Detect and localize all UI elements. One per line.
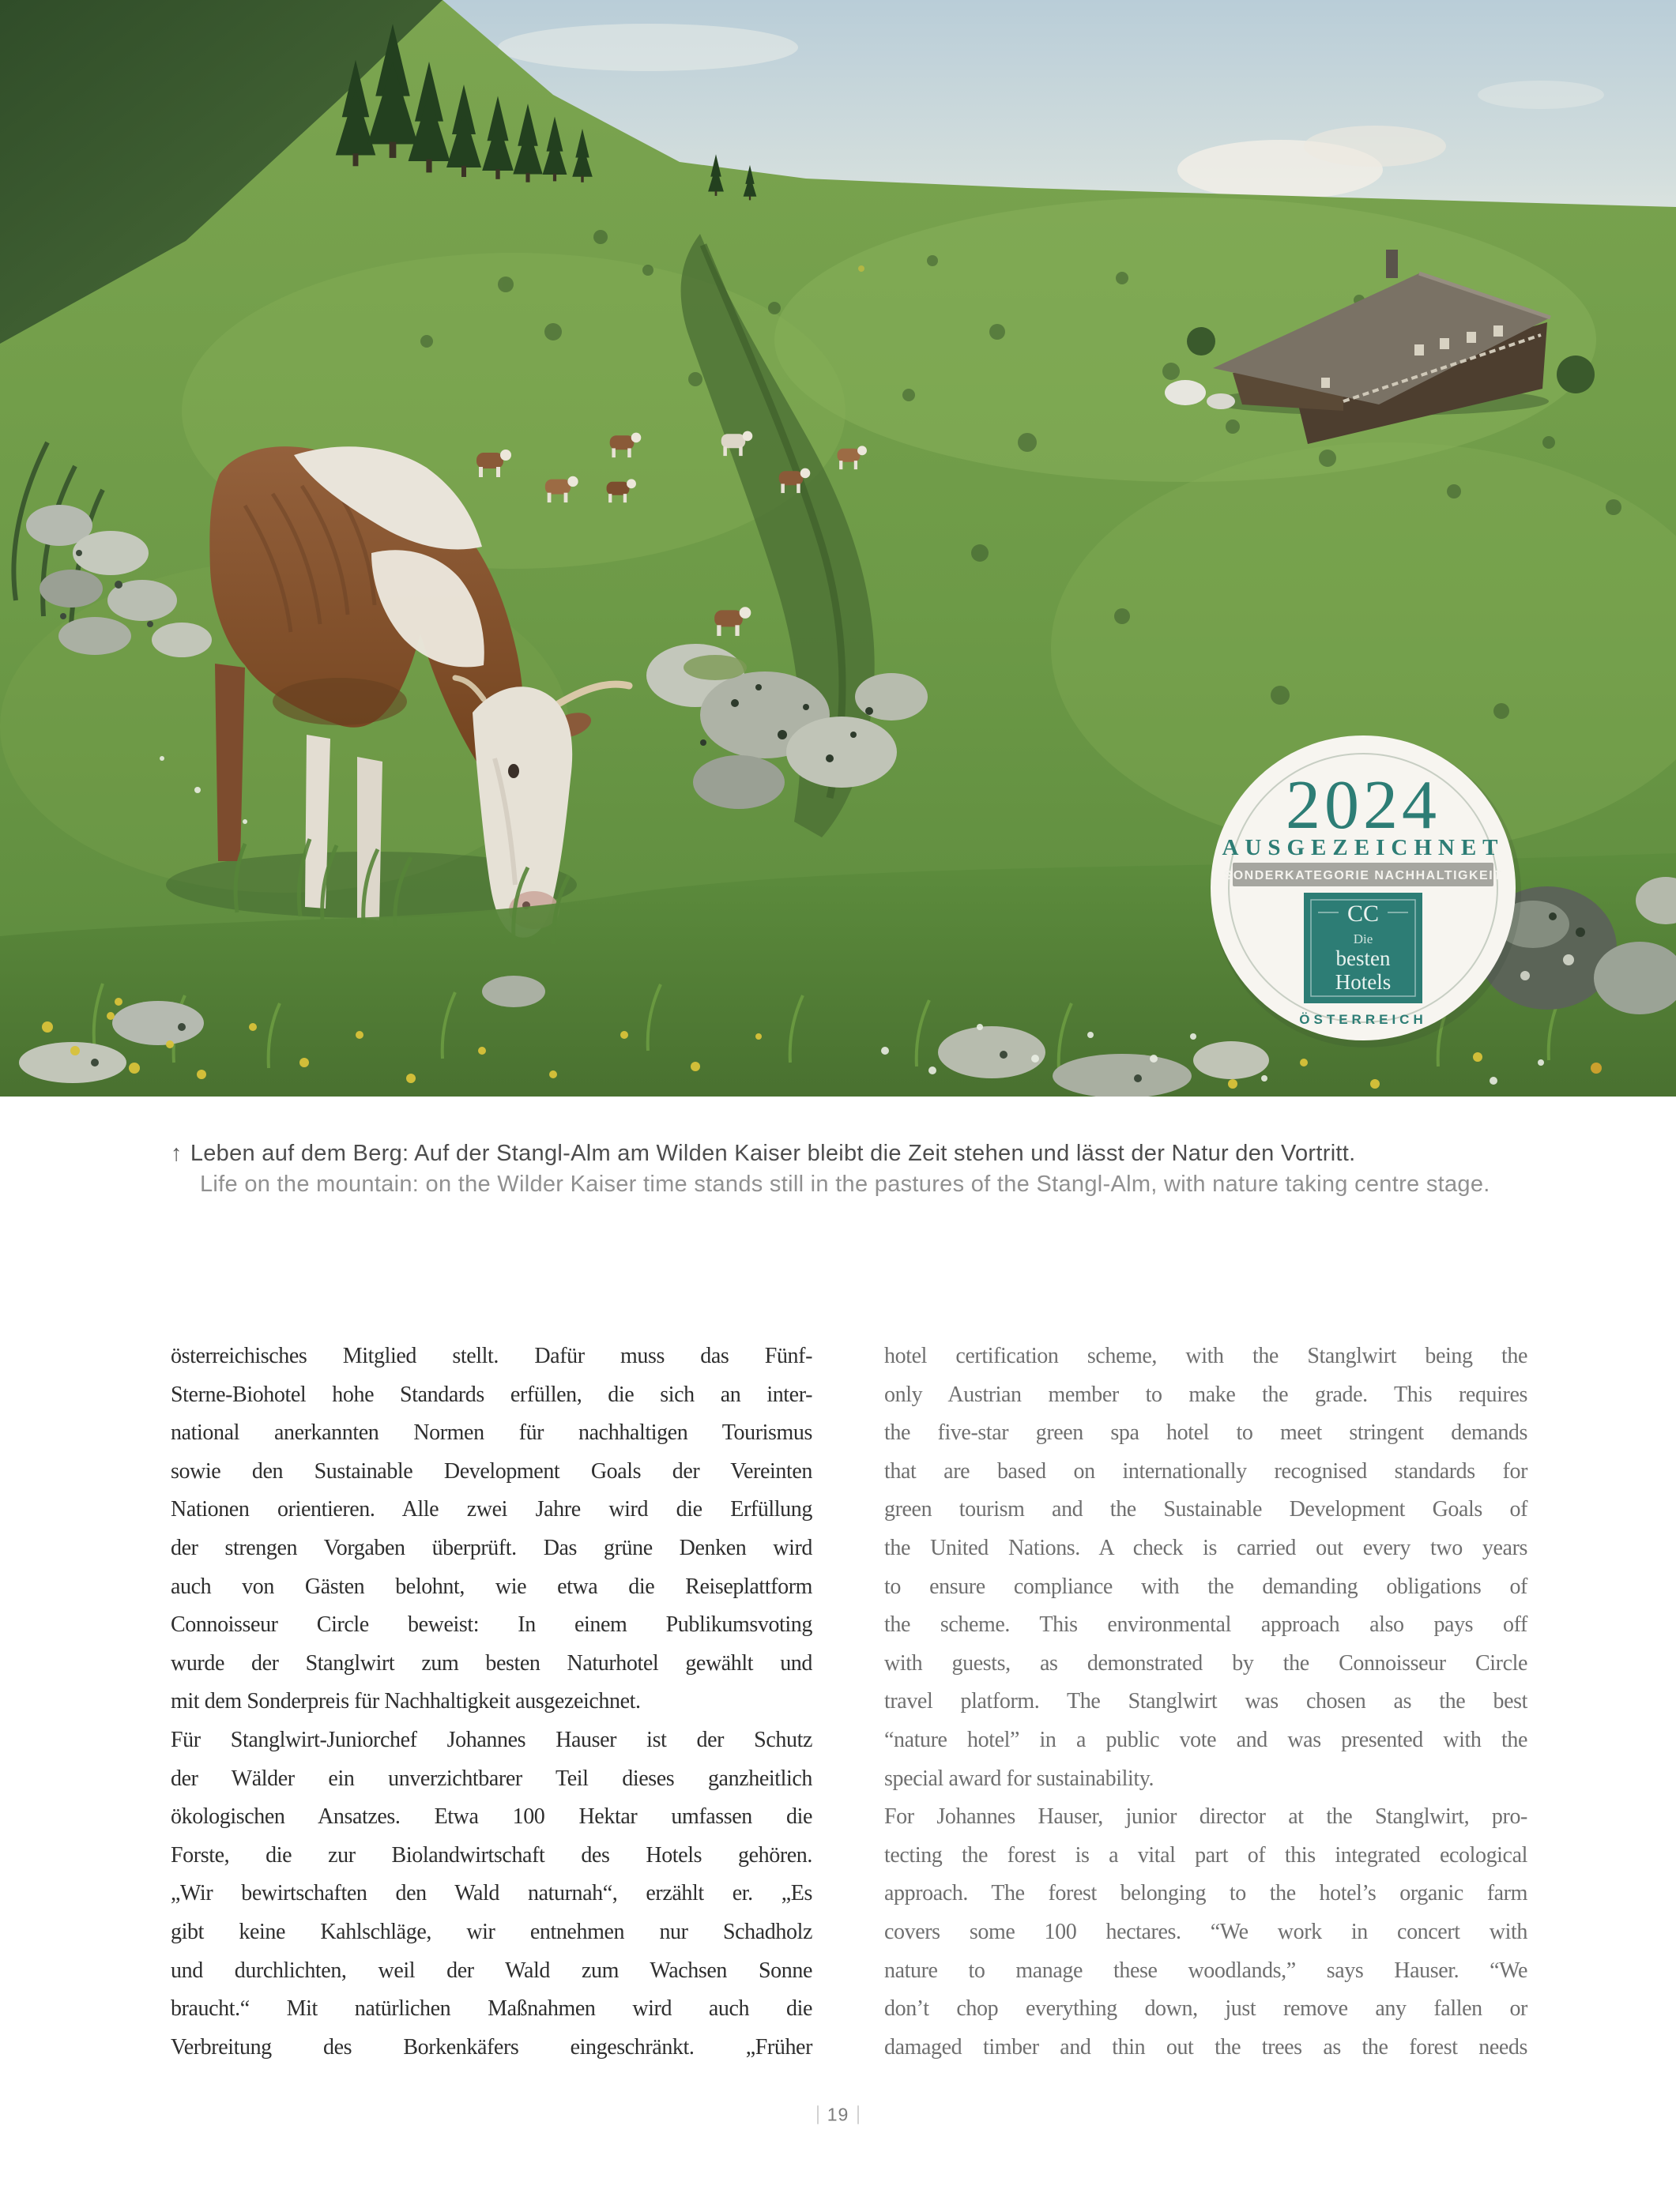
text-line: sowie den Sustainable Development Goals der Vereinten: [171, 1458, 812, 1484]
text-line: Nationen orientieren. Alle zwei Jahre wird die Erfüllung: [171, 1497, 812, 1522]
text-line: tecting the forest is a vital part of this integrated ecological: [884, 1842, 1527, 1868]
body-column-english: [884, 1337, 1527, 2067]
cloud: [1478, 81, 1604, 109]
text-line: nature to manage these woodlands,” says Hauser. “We: [884, 1958, 1527, 1983]
text-line: with guests, as demonstrated by the Connoisseur Circle: [884, 1650, 1527, 1676]
text-line: damaged timber and thin out the trees as the forest needs: [884, 2034, 1527, 2060]
text-line: Forste, die zur Biolandwirtschaft des Hotels gehören.: [171, 1842, 812, 1868]
divider: [857, 2105, 859, 2124]
text-line: Für Stanglwirt-Juniorchef Johannes Hauser ist der Schutz: [171, 1727, 812, 1752]
caption-german-text: Leben auf dem Berg: Auf der Stangl-Alm am Wilden Kaiser bleibt die Zeit stehen und lässt der Natur den Vortritt.: [190, 1141, 1356, 1166]
badge-country: ÖSTERREICH: [1299, 1012, 1427, 1027]
text-line: the five-star green spa hotel to meet stringent demands: [884, 1420, 1527, 1446]
text-line: For Johannes Hauser, junior director at the Stanglwirt, pro-: [884, 1804, 1527, 1830]
text-line: wurde der Stanglwirt zum besten Naturhotel gewählt und: [171, 1650, 812, 1676]
text-line: the United Nations. A check is carried out every two years: [884, 1535, 1527, 1560]
divider: [817, 2105, 819, 2124]
text-line: österreichisches Mitglied stellt. Dafür muss das Fünf-: [171, 1344, 812, 1368]
text-line: „Wir bewirtschaften den Wald naturnah“, erzählt er. „Es: [171, 1881, 812, 1906]
body-column-german: [171, 1337, 812, 2067]
text-line: don’t chop everything down, just remove any fallen or: [884, 1996, 1527, 2022]
text-line: “nature hotel” in a public vote and was presented with the: [884, 1727, 1527, 1752]
text-line: ökologischen Ansatzes. Etwa 100 Hektar umfassen die: [171, 1804, 812, 1830]
text-line: to ensure compliance with the demanding obligations of: [884, 1574, 1527, 1599]
cloud: [498, 24, 798, 71]
text-line: der Wälder ein unverzichtbarer Teil dieses ganzheitlich: [171, 1766, 812, 1791]
text-line: Verbreitung des Borkenkäfers eingeschränkt. „Früher: [171, 2034, 812, 2060]
text-line: der strengen Vorgaben überprüft. Das grüne Denken wird: [171, 1535, 812, 1560]
page-footer: [0, 2103, 1676, 2125]
badge-logo-line2: besten: [1335, 946, 1391, 970]
badge-year: 2024: [1286, 767, 1441, 844]
cloud: [1304, 126, 1446, 167]
badge-logo-mark: CC: [1346, 901, 1380, 927]
badge-logo-line1: Die: [1353, 931, 1373, 946]
text-line: Sterne-Biohotel hohe Standards erfüllen, die sich an inter-: [171, 1382, 812, 1407]
text-line: braucht.“ Mit natürlichen Maßnahmen wird auch die: [171, 1996, 812, 2022]
text-line: only Austrian member to make the grade. This requires: [884, 1382, 1527, 1407]
text-line: gibt keine Kahlschläge, wir entnehmen nur Schadholz: [171, 1919, 812, 1944]
up-arrow-icon: ↑: [171, 1141, 183, 1166]
text-line: hotel certification scheme, with the Stanglwirt being the: [884, 1344, 1527, 1368]
photo-caption: [171, 1139, 1577, 1199]
text-line: travel platform. The Stanglwirt was chosen as the best: [884, 1689, 1527, 1714]
text-line: auch von Gästen belohnt, wie etwa die Reiseplattform: [171, 1574, 812, 1599]
text-line: national anerkannten Normen für nachhaltigen Tourismus: [171, 1420, 812, 1446]
text-line: special award for sustainability.: [884, 1766, 1154, 1791]
text-line: covers some 100 hectares. “We work in concert with: [884, 1919, 1527, 1944]
text-line: approach. The forest belonging to the hotel’s organic farm: [884, 1881, 1527, 1906]
badge-award: AUSGEZEICHNET: [1222, 835, 1505, 860]
caption-english: Life on the mountain: on the Wilder Kaiser time stands still in the pastures of the Stangl-Alm, with nature taking centre stage.: [200, 1172, 1490, 1197]
text-line: mit dem Sonderpreis für Nachhaltigkeit ausgezeichnet.: [171, 1689, 641, 1714]
text-line: that are based on internationally recognised standards for: [884, 1458, 1527, 1484]
text-line: und durchlichten, weil der Wald zum Wachsen Sonne: [171, 1958, 812, 1983]
badge-ribbon: SONDERKATEGORIE NACHHALTIGKEIT: [1223, 869, 1503, 882]
caption-german: [171, 1139, 1577, 1168]
text-line: Connoisseur Circle beweist: In einem Publikumsvoting: [171, 1612, 812, 1638]
text-line: the scheme. This environmental approach also pays off: [884, 1612, 1527, 1638]
page-number: 19: [827, 2104, 849, 2125]
hero-photo: [0, 0, 1676, 1097]
alpine-pasture-illustration: [0, 0, 1676, 1097]
text-line: green tourism and the Sustainable Development Goals of: [884, 1497, 1527, 1522]
badge-logo-line3: Hotels: [1335, 970, 1392, 994]
award-badge: [1211, 735, 1521, 1048]
